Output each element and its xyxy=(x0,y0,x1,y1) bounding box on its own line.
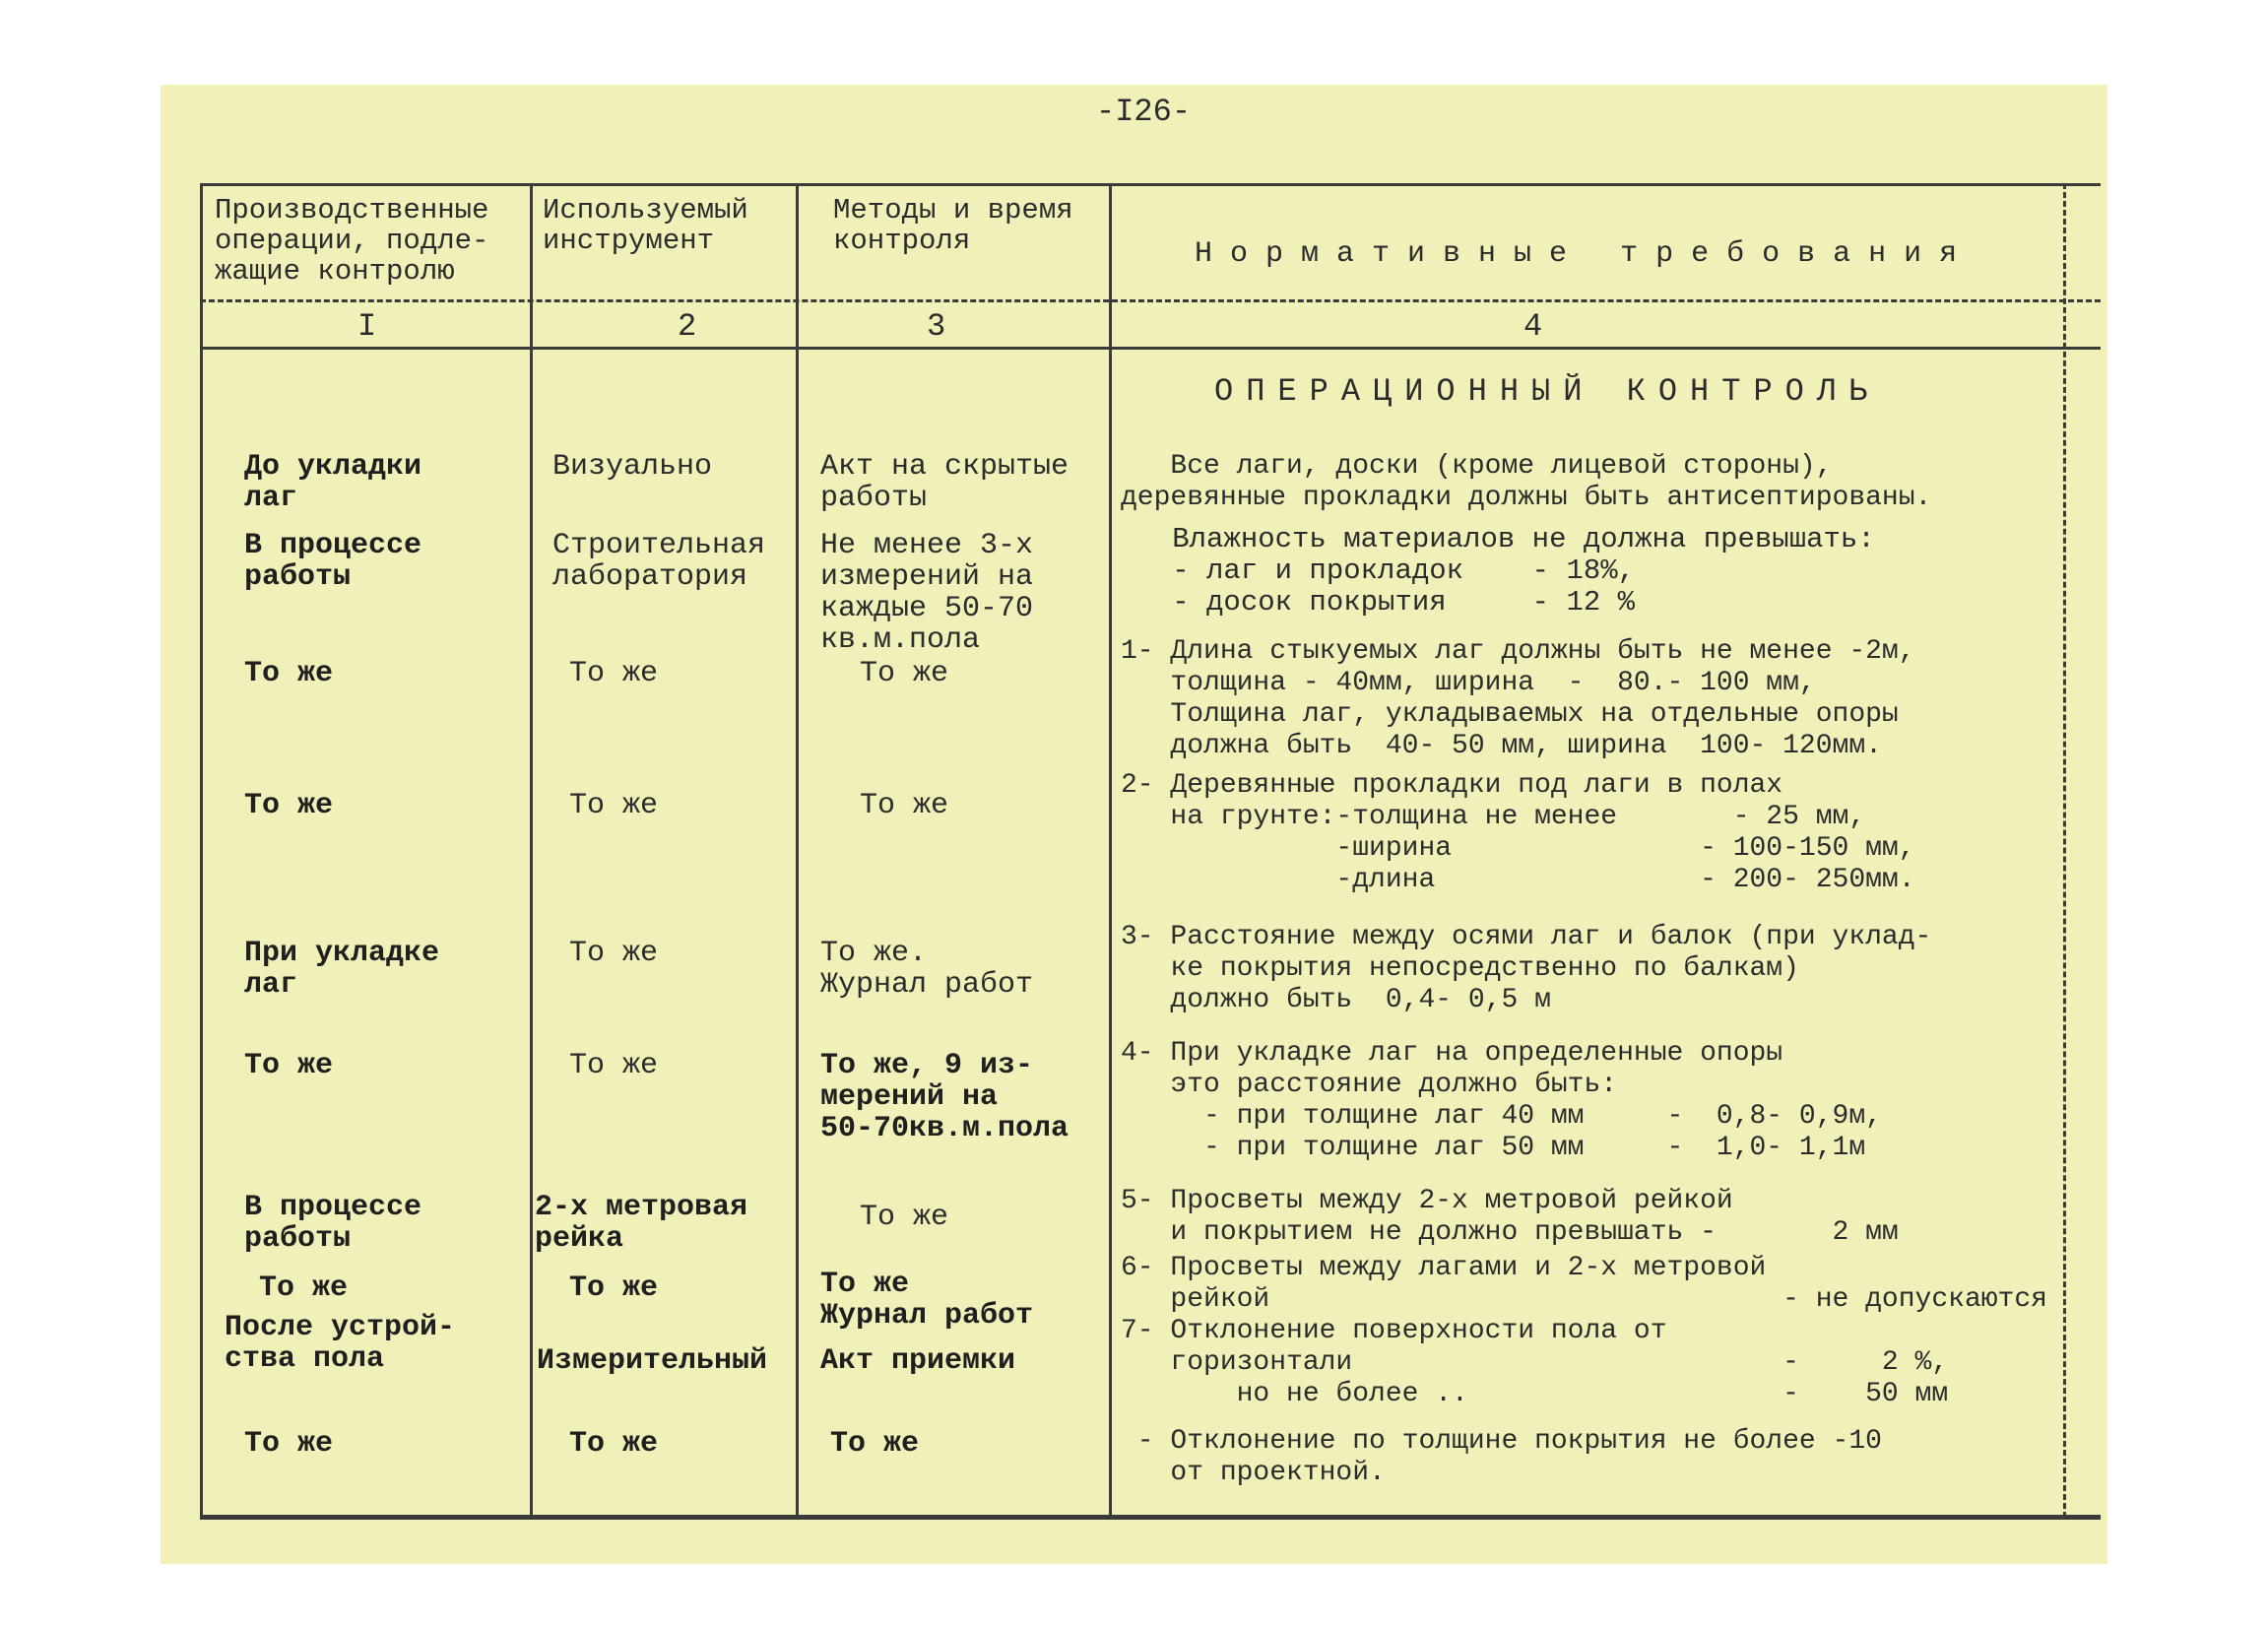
header-requirements: Н о р м а т и в н ы е т р е б о в а н и я xyxy=(1195,237,1958,271)
row-9-method: Акт приемки xyxy=(820,1344,1016,1378)
column-divider-2 xyxy=(796,183,799,1518)
column-divider-3 xyxy=(1109,183,1112,1518)
row-3-operation: То же xyxy=(244,657,334,690)
row-10-operation: То же xyxy=(244,1427,334,1461)
row-9-operation: После устрой- ства пола xyxy=(225,1311,456,1376)
row-6-operation: То же xyxy=(244,1049,334,1082)
column-number-3: 3 xyxy=(927,308,946,345)
page-number: -I26- xyxy=(1096,94,1192,130)
row-9-requirement: 7- Отклонение поверхности пола от горизонтали - 2 %, но не более .. - 50 мм xyxy=(1121,1316,1949,1409)
row-8-requirement: 6- Просветы между лагами и 2-х метровой рейкой - не допускаются xyxy=(1121,1253,2047,1315)
row-1-instrument: Визуально xyxy=(552,450,713,484)
row-5-requirement: 3- Расстояние между осями лаг и балок (при уклад- ке покрытия непосредственно по балкам) должно быть 0,4- 0,5 м xyxy=(1121,922,1932,1015)
row-8-method: То же Журнал работ xyxy=(820,1268,1034,1333)
table-bottom-border xyxy=(200,1515,2101,1520)
column-divider-1 xyxy=(530,183,533,1518)
row-7-requirement: 5- Просветы между 2-х метровой рейкой и покрытием не должно превышать - 2 мм xyxy=(1121,1186,1899,1248)
row-6-instrument: То же xyxy=(569,1049,659,1082)
header-operations: Производственные операции, подле- жащие контролю xyxy=(215,194,489,288)
row-5-method: То же. Журнал работ xyxy=(820,937,1034,1002)
row-2-operation: В процессе работы xyxy=(244,529,422,594)
table-right-border xyxy=(2063,183,2066,1518)
table-left-border xyxy=(200,183,203,1518)
row-4-method: То же xyxy=(860,789,949,822)
row-9-instrument: Измерительный xyxy=(537,1344,768,1378)
column-number-separator xyxy=(200,347,2101,350)
row-6-requirement: 4- При укладке лаг на определенные опоры это расстояние должно быть: - при толщине лаг 40 мм - 0,8- 0,9м, - при толщине лаг 50 мм - 1,0- 1,1м xyxy=(1121,1038,1882,1163)
row-1-operation: До укладки лаг xyxy=(244,450,422,515)
row-1-method: Акт на скрытые работы xyxy=(820,450,1069,515)
row-2-instrument: Строительная лаборатория xyxy=(552,529,766,594)
row-4-instrument: То же xyxy=(569,789,659,822)
column-number-1: I xyxy=(357,308,377,345)
row-1-requirement: Все лаги, доски (кроме лицевой стороны), деревянные прокладки должны быть антисептированы. xyxy=(1121,451,1932,513)
section-title: ОПЕРАЦИОННЫЙ КОНТРОЛЬ xyxy=(1214,373,1881,410)
column-number-2: 2 xyxy=(678,308,697,345)
header-separator xyxy=(200,299,2101,302)
row-3-method: То же xyxy=(860,657,949,690)
row-10-requirement: - Отклонение по толщине покрытия не более -10 от проектной. xyxy=(1136,1426,1882,1488)
row-7-operation: В процессе работы xyxy=(244,1191,422,1256)
row-10-instrument: То же xyxy=(569,1427,659,1461)
row-2-requirement: Влажность материалов не должна превышать: - лаг и прокладок - 18%, - досок покрытия - 12 % xyxy=(1172,523,1875,619)
row-3-instrument: То же xyxy=(569,657,659,690)
row-2-method: Не менее 3-х измерений на каждые 50-70 кв.м.пола xyxy=(820,529,1034,657)
row-5-instrument: То же xyxy=(569,937,659,970)
row-5-operation: При укладке лаг xyxy=(244,937,440,1002)
table-top-border xyxy=(200,183,2101,186)
row-4-requirement: 2- Деревянные прокладки под лаги в полах на грунте:-толщина не менее - 25 мм, -ширина - 100-150 мм, -длина - 200- 250мм. xyxy=(1121,770,1915,895)
row-7-method: То же xyxy=(860,1201,949,1234)
header-instrument: Используемый инструмент xyxy=(543,194,748,257)
row-3-requirement: 1- Длина стыкуемых лаг должны быть не менее -2м, толщина - 40мм, ширина - 80.- 100 мм, Толщина лаг, укладываемых на отдельные опоры должна быть 40- 50 мм, ширина 100- 120мм. xyxy=(1121,636,1915,761)
row-7-instrument: 2-х метровая рейка xyxy=(535,1191,748,1256)
row-4-operation: То же xyxy=(244,789,334,822)
scanned-page xyxy=(161,85,2107,1564)
row-8-operation: То же xyxy=(259,1271,349,1305)
row-8-instrument: То же xyxy=(569,1271,659,1305)
header-methods: Методы и время контроля xyxy=(833,194,1073,257)
row-10-method: То же xyxy=(830,1427,920,1461)
column-number-4: 4 xyxy=(1523,308,1543,345)
row-6-method: То же, 9 из- мерений на 50-70кв.м.пола xyxy=(820,1049,1069,1145)
